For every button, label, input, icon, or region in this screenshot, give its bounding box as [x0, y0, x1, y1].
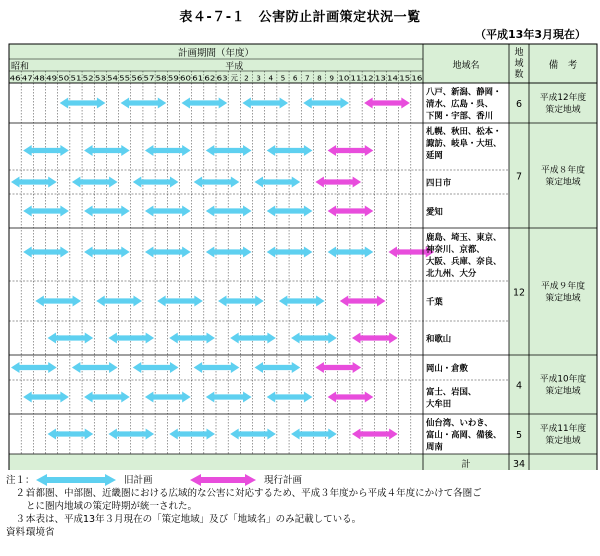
- year-tick-label: 50: [58, 73, 70, 83]
- old-plan-arrow: [121, 98, 167, 109]
- old-plan-arrow: [96, 296, 142, 307]
- old-plan-arrow: [108, 429, 154, 440]
- old-plan-arrow: [145, 392, 191, 403]
- old-plan-arrow: [157, 296, 203, 307]
- year-tick-label: 52: [82, 73, 94, 83]
- note-text: とに圏内地域の策定時期が統一された。: [26, 501, 198, 512]
- region-name: 鹿島、埼玉、東京、: [426, 232, 502, 242]
- year-tick-label: 60: [180, 73, 192, 83]
- note-text: 本表は、平成13年３月現在の「策定地域」及び「地域名」のみ記載している。: [26, 514, 362, 525]
- old-plan-arrow: [267, 145, 313, 156]
- region-count: 12: [512, 287, 526, 299]
- note-row: [6, 513, 596, 526]
- old-plan-arrow: [23, 392, 69, 403]
- old-plan-arrow: [328, 247, 374, 258]
- old-plan-arrow: [255, 362, 301, 373]
- old-plan-arrow: [84, 145, 130, 156]
- year-tick-label: 51: [70, 73, 82, 83]
- old-plan-arrow: [303, 98, 349, 109]
- year-tick-label: 48: [33, 73, 46, 83]
- year-tick-label: 8: [317, 73, 322, 83]
- old-plan-arrow: [169, 429, 215, 440]
- year-tick-label: 56: [131, 73, 143, 83]
- old-plan-arrow: [108, 333, 154, 344]
- region-header: 地域名: [452, 61, 480, 71]
- old-plan-arrow: [72, 362, 118, 373]
- current-plan-arrow: [340, 296, 386, 307]
- region-count: 6: [515, 99, 523, 110]
- year-tick-label: 元: [230, 73, 238, 83]
- old-plan-arrow: [267, 392, 313, 403]
- legend-row: [6, 474, 596, 487]
- note-1-label: 注１：: [6, 475, 35, 486]
- region-name: 富山・高岡、備後、: [426, 429, 502, 440]
- old-plan-arrow: [145, 206, 191, 217]
- year-tick-label: 16: [411, 73, 423, 83]
- old-plan-arrow: [23, 145, 69, 156]
- total-count: 34: [512, 459, 526, 470]
- note-row: [6, 487, 596, 500]
- old-plan-arrow: [230, 333, 276, 344]
- year-tick-label: 11: [350, 73, 362, 83]
- year-tick-label: 61: [192, 73, 204, 83]
- as-of-date: （平成13年3月現在）: [475, 28, 586, 41]
- old-plan-arrow: [206, 247, 252, 258]
- year-tick-label: 55: [119, 73, 131, 83]
- year-tick-label: 5: [280, 73, 286, 83]
- old-plan-arrow: [60, 98, 106, 109]
- period-header: 計画期間（年度）: [177, 48, 255, 59]
- old-plan-arrow: [11, 362, 57, 373]
- notes: [6, 474, 596, 539]
- old-plan-arrow: [48, 429, 94, 440]
- region-name: 札幌、秋田、松本・: [426, 126, 502, 136]
- remark-text: 策定地域: [545, 293, 581, 304]
- old-plan-arrow: [169, 333, 215, 344]
- remark-text: 策定地域: [545, 436, 581, 446]
- remark-text: 平成９年度: [541, 281, 585, 292]
- total-row-background: [9, 454, 509, 470]
- year-tick-label: 63: [216, 73, 228, 83]
- remark-text: 策定地域: [545, 177, 581, 188]
- current-plan-arrow: [328, 145, 374, 156]
- total-label: 計: [461, 460, 471, 470]
- year-tick-label: 9: [329, 73, 335, 83]
- region-name: 北九州、大分: [426, 268, 477, 278]
- year-tick-label: 49: [46, 73, 58, 83]
- note-text: 環境省: [26, 527, 55, 538]
- old-plan-arrow: [206, 206, 252, 217]
- showa-label: 昭和: [11, 62, 30, 72]
- year-tick-label: 12: [362, 73, 374, 83]
- remark-text: 策定地域: [545, 105, 581, 115]
- year-tick-label: 59: [167, 73, 180, 83]
- old-plan-arrow: [267, 247, 313, 258]
- current-plan-arrow: [328, 206, 374, 217]
- remark-text: 平成10年度: [539, 374, 587, 385]
- region-name: 神奈川、京都、: [426, 244, 485, 254]
- region-name: 八戸、新潟、静岡・: [426, 86, 502, 97]
- year-tick-label: 10: [338, 73, 350, 83]
- region-name: 大阪、兵庫、奈良、: [426, 256, 502, 266]
- note-label: ３：: [6, 514, 35, 525]
- old-plan-arrow: [84, 247, 130, 258]
- region-name: 富士、岩国、: [426, 386, 477, 397]
- remark-text: 平成８年度: [541, 165, 585, 176]
- year-tick-label: 15: [399, 73, 411, 83]
- year-tick-label: 53: [94, 73, 107, 83]
- year-tick-label: 2: [244, 73, 249, 83]
- old-plan-arrow: [23, 247, 69, 258]
- old-plan-arrow: [11, 177, 57, 188]
- old-plan-arrow: [291, 429, 337, 440]
- year-tick-label: 7: [304, 73, 310, 83]
- old-plan-arrow: [35, 296, 81, 307]
- old-plan-arrow: [72, 177, 118, 188]
- current-plan-arrow: [315, 362, 361, 373]
- count-header: 地域数: [514, 48, 524, 80]
- year-tick-label: 57: [143, 73, 155, 83]
- current-plan-arrow: [315, 177, 361, 188]
- old-plan-arrow: [194, 177, 240, 188]
- year-tick-label: 4: [268, 73, 274, 83]
- year-tick-label: 3: [256, 73, 261, 83]
- old-plan-arrow: [84, 392, 130, 403]
- heisei-label: 平成: [225, 62, 244, 72]
- region-name: 愛知: [426, 206, 443, 217]
- current-plan-arrow: [328, 392, 374, 403]
- note-label: 資料：: [6, 527, 35, 538]
- region-name: 周南: [426, 441, 443, 452]
- old-plan-arrow: [133, 177, 179, 188]
- region-count: 7: [515, 171, 523, 183]
- old-plan-arrow: [206, 392, 252, 403]
- page-title: 表４-７-１ 公害防止計画策定状況一覧: [179, 10, 421, 25]
- old-plan-arrow: [84, 206, 130, 217]
- region-name: 下関・宇部、香川: [426, 110, 493, 121]
- region-name: 岡山・倉敷: [426, 363, 468, 373]
- old-plan-arrow: [48, 333, 94, 344]
- current-plan-arrow: [352, 429, 398, 440]
- remark-text: 平成11年度: [539, 424, 587, 434]
- old-plan-arrow: [267, 206, 313, 217]
- old-plan-arrow: [279, 296, 325, 307]
- note-text: 首都圏、中部圏、近畿圏における広域的な公害に対応するため、平成３年度から平成４年度にかけて各圏ご: [26, 488, 482, 499]
- region-name: 諏訪、岐阜・大垣、: [426, 138, 502, 148]
- region-name: 大牟田: [426, 398, 452, 409]
- region-count: 5: [515, 430, 523, 441]
- current-plan-arrow: [364, 98, 410, 109]
- old-plan-arrow: [194, 362, 240, 373]
- old-plan-arrow: [133, 362, 179, 373]
- region-name: 仙台湾、いわき、: [426, 417, 493, 428]
- region-count: 4: [515, 380, 523, 392]
- remark-text: 策定地域: [545, 386, 581, 397]
- year-tick-label: 54: [107, 73, 119, 83]
- old-plan-arrow: [145, 247, 191, 258]
- year-tick-label: 13: [374, 73, 387, 83]
- note-label: ２：: [6, 488, 35, 499]
- current-plan-arrow: [352, 333, 398, 344]
- old-plan-arrow: [23, 206, 69, 217]
- note-row: [6, 526, 596, 539]
- year-tick-label: 6: [292, 73, 298, 83]
- old-plan-arrow: [291, 333, 337, 344]
- year-tick-label: 14: [387, 73, 399, 83]
- region-name: 延岡: [426, 150, 443, 160]
- year-tick-label: 47: [21, 73, 34, 83]
- year-tick-label: 46: [9, 73, 21, 83]
- old-plan-arrow: [181, 98, 227, 109]
- year-tick-label: 58: [155, 73, 168, 83]
- year-tick-label: 62: [204, 73, 216, 83]
- region-name: 和歌山: [426, 333, 452, 344]
- old-plan-arrow: [206, 145, 252, 156]
- region-name: 四日市: [426, 177, 452, 188]
- note-row: [6, 500, 596, 513]
- region-name: 千葉: [426, 296, 443, 307]
- remark-text: 平成12年度: [539, 93, 587, 103]
- old-plan-arrow: [145, 145, 191, 156]
- region-name: 清水、広島・呉、: [426, 98, 493, 109]
- current-plan-label: 現行計画: [264, 475, 303, 486]
- remarks-header: 備 考: [548, 60, 578, 71]
- old-plan-label: 旧計画: [124, 475, 153, 486]
- old-plan-arrow: [255, 177, 301, 188]
- old-plan-arrow: [218, 296, 264, 307]
- old-plan-arrow: [230, 429, 276, 440]
- old-plan-arrow: [242, 98, 288, 109]
